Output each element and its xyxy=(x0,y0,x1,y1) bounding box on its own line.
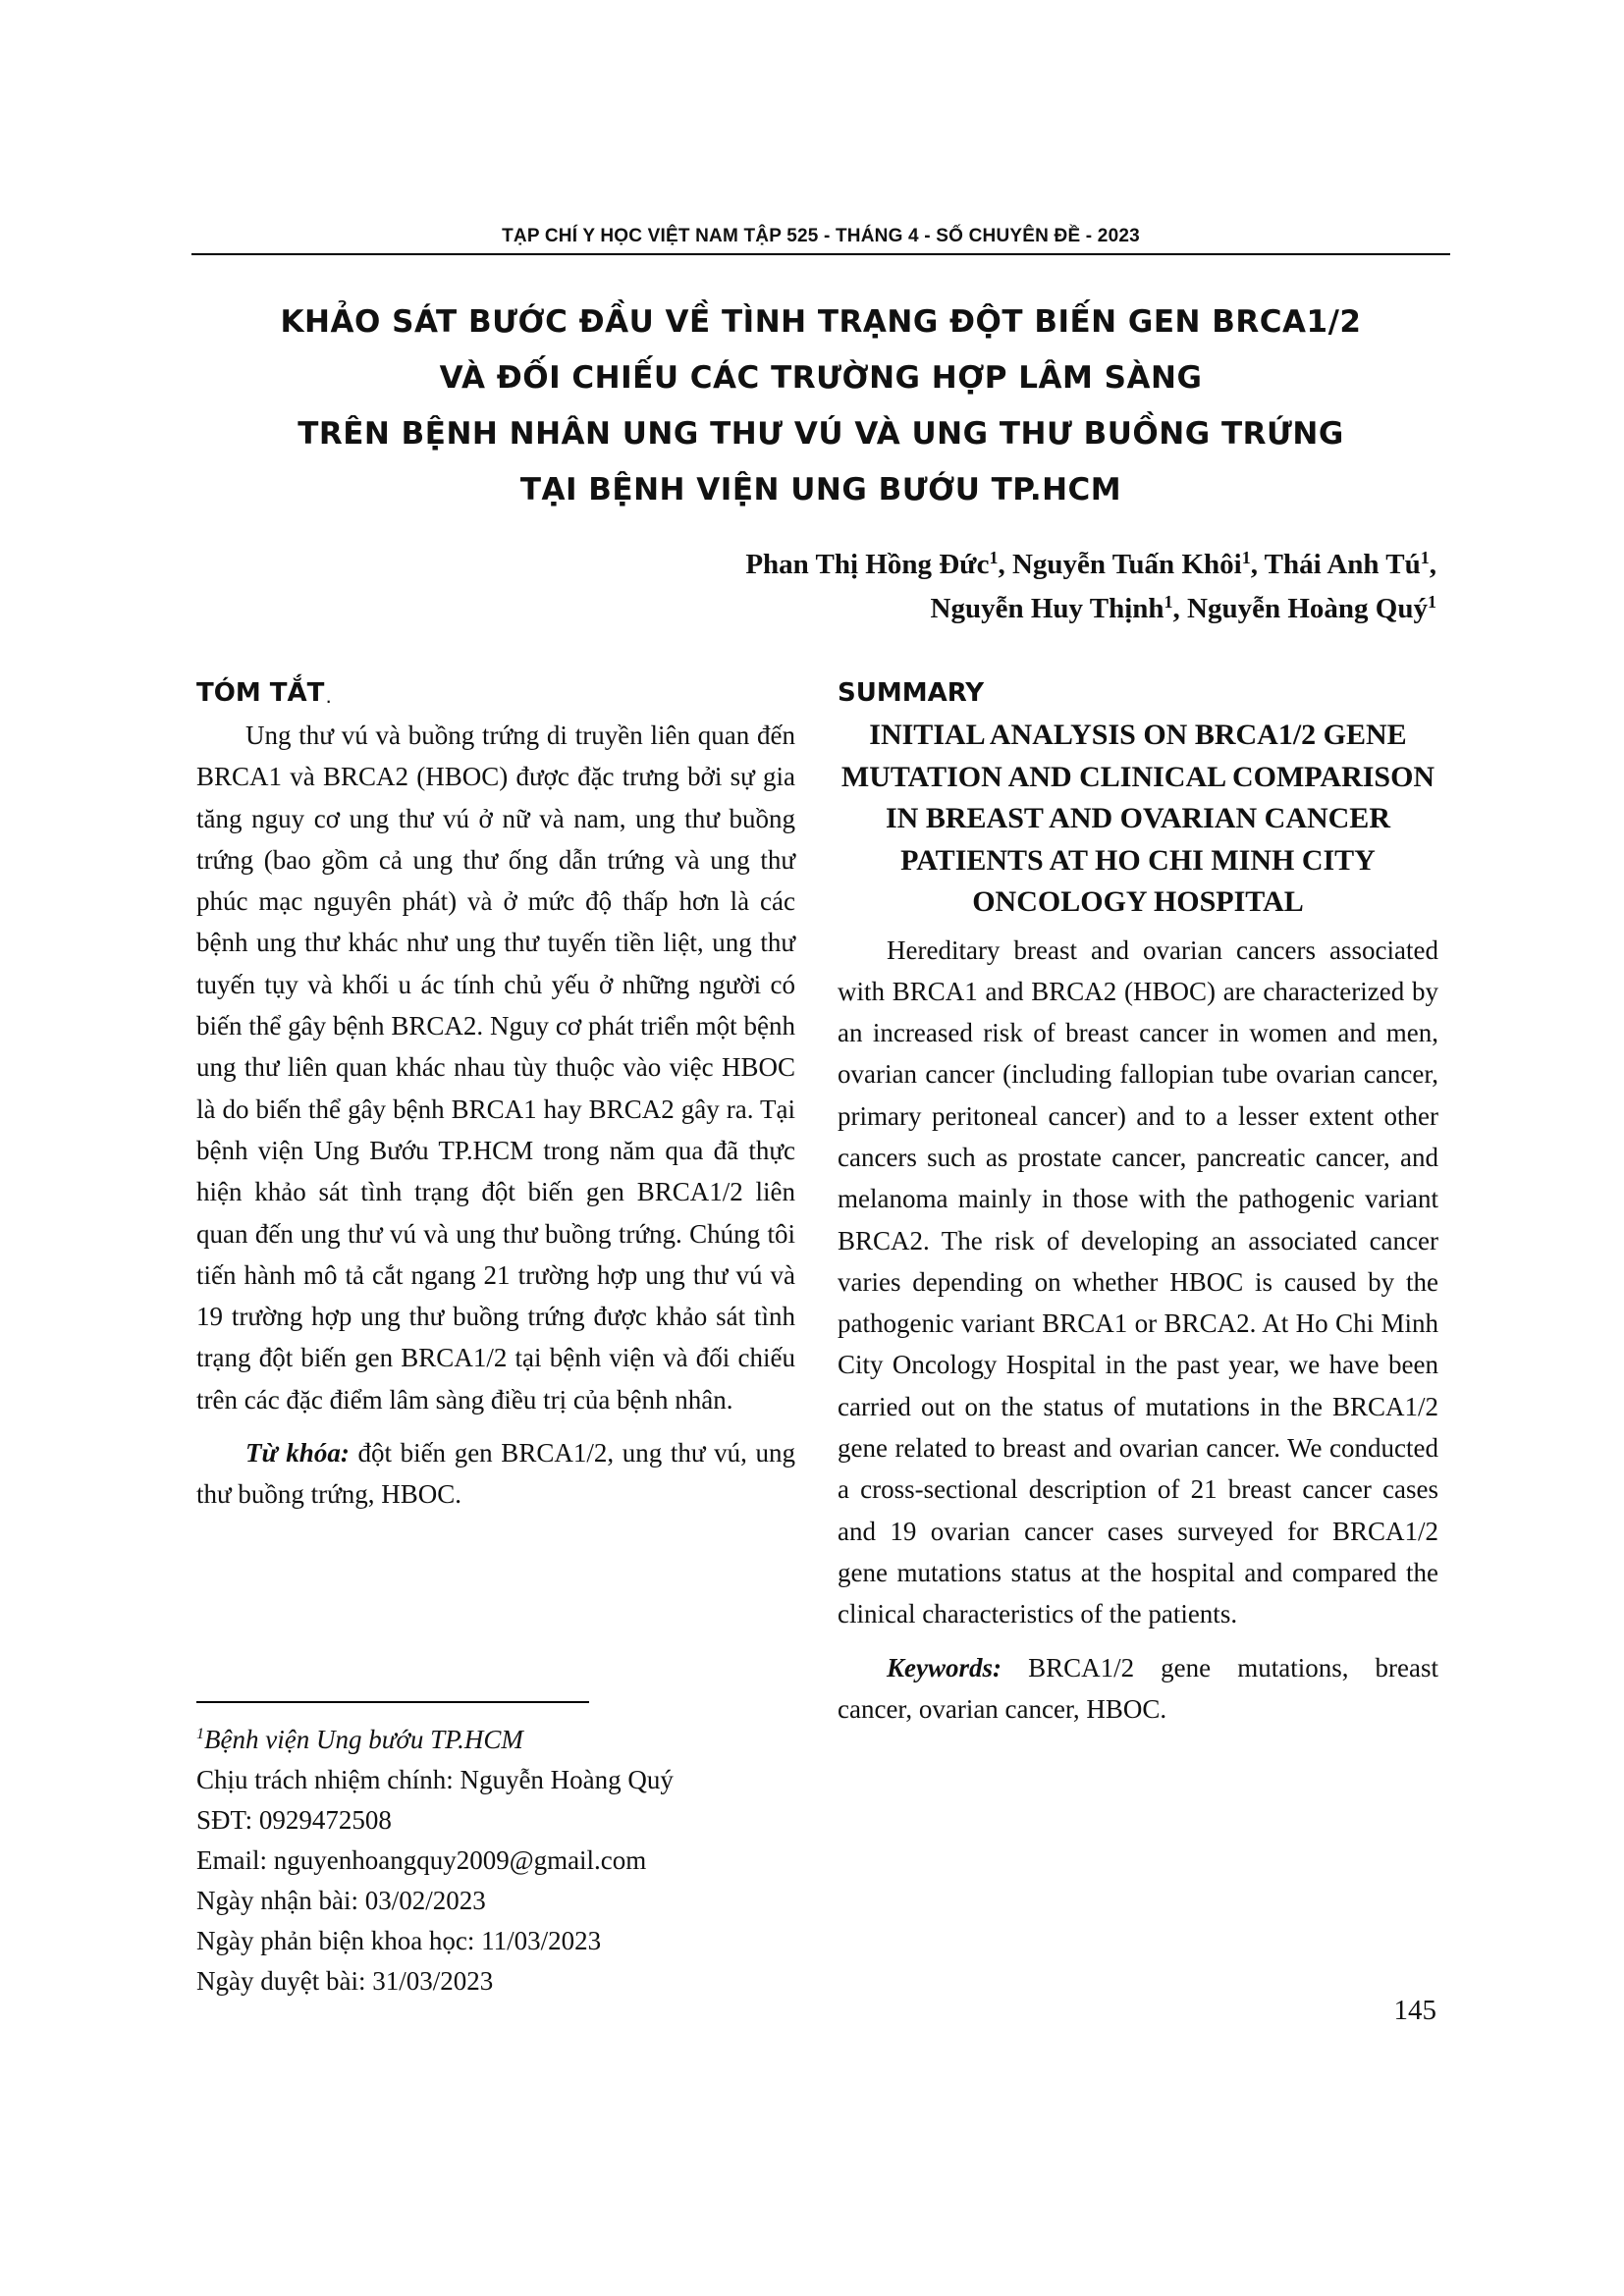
affiliation-mark: 1 xyxy=(1420,548,1430,567)
abstract-vietnamese xyxy=(196,672,795,1516)
footnotes xyxy=(196,1720,805,2002)
section-heading: SUMMARY xyxy=(838,678,985,708)
responsible-author: Chịu trách nhiệm chính: Nguyễn Hoàng Quý xyxy=(196,1765,674,1794)
title-line: KHẢO SÁT BƯỚC ĐẦU VỀ TÌNH TRẠNG ĐỘT BIẾN GEN BRCA1/2 xyxy=(280,304,1362,340)
section-heading-text: TÓM TẮT xyxy=(196,678,325,708)
approval-date: Ngày duyệt bài: 31/03/2023 xyxy=(196,1966,494,1996)
title-line: VÀ ĐỐI CHIẾU CÁC TRƯỜNG HỢP LÂM SÀNG xyxy=(439,360,1203,396)
affiliation-note xyxy=(196,1720,805,1760)
affiliation-mark: 1 xyxy=(989,548,999,567)
footnote-divider xyxy=(196,1701,589,1703)
journal-running-header: TẠP CHÍ Y HỌC VIỆT NAM TẬP 525 - THÁNG 4 - SỐ CHUYÊN ĐỀ - 2023 xyxy=(502,226,1140,246)
author-list xyxy=(745,543,1436,631)
received-date: Ngày nhận bài: 03/02/2023 xyxy=(196,1886,486,1915)
affiliation-mark: 1 xyxy=(196,1726,204,1742)
heading-dot: . xyxy=(326,692,331,706)
author-name: Nguyễn Hoàng Quý xyxy=(1187,593,1428,624)
keywords-label: Từ khóa: xyxy=(245,1438,350,1468)
article-title xyxy=(191,294,1450,518)
keywords-label: Keywords: xyxy=(887,1652,1001,1682)
author-line: Nguyễn Huy Thịnh$^1$, Nguyễn Hoàng Quý$^1$ xyxy=(930,592,1436,624)
keywords xyxy=(196,1432,795,1516)
keywords-text: BRCA1/2 gene mutations, breast cancer, ovarian cancer, HBOC. xyxy=(838,1652,1438,1724)
keywords xyxy=(838,1647,1438,1731)
title-line: TRÊN BỆNH NHÂN UNG THƯ VÚ VÀ UNG THƯ BUỒNG TRỨNG xyxy=(298,416,1344,452)
section-heading xyxy=(196,672,795,714)
affiliation-text: Bệnh viện Ung bướu TP.HCM xyxy=(204,1725,523,1754)
affiliation-mark: 1 xyxy=(1428,592,1436,612)
affiliation-mark: 1 xyxy=(1164,592,1173,612)
author-name: Phan Thị Hồng Đức xyxy=(745,549,990,580)
abstract-english xyxy=(838,672,1438,1730)
affiliation-mark: 1 xyxy=(1241,548,1251,567)
page-number: 145 xyxy=(1393,1995,1436,2026)
phone-number: SĐT: 0929472508 xyxy=(196,1805,392,1835)
header-divider xyxy=(191,253,1450,255)
email-address: Email: nguyenhoangquy2009@gmail.com xyxy=(196,1845,647,1875)
title-line: TẠI BỆNH VIỆN UNG BƯỚU TP.HCM xyxy=(519,472,1122,507)
review-date: Ngày phản biện khoa học: 11/03/2023 xyxy=(196,1926,602,1955)
abstract-body: Hereditary breast and ovarian cancers associated with BRCA1 and BRCA2 (HBOC) are characterized by an increased risk of breast cancer in women and men, ovarian cancer (including fallopian tube ovarian cancer, primary peritoneal cancer) and to a lesser extent other cancers such as prostate cancer, pancreatic cancer, and melanoma mainly in those with the pathogenic variant BRCA2. The risk of developing an associated cancer varies depending on whether HBOC is caused by the pathogenic variant BRCA1 or BRCA2. At Ho Chi Minh City Oncology Hospital in the past year, we have been carried out on the status of mutations in the BRCA1/2 gene related to breast and ovarian cancer. We conducted a cross-sectional description of 21 breast cancer cases and 19 ovarian cancer cases surveyed for BRCA1/2 gene mutations status at the hospital and compared the clinical characteristics of the patients. xyxy=(838,934,1438,1629)
author-name: Nguyễn Tuấn Khôi xyxy=(1011,549,1242,580)
english-title: INITIAL ANALYSIS ON BRCA1/2 GENE MUTATION AND CLINICAL COMPARISON IN BREAST AND OVARIAN CANCER PATIENTS AT HO CHI MINH CITY ONCOLOGY HOSPITAL xyxy=(840,719,1435,918)
author-line: Phan Thị Hồng Đức$^1$, Nguyễn Tuấn Khôi$^1$, Thái Anh $Tú^1$, xyxy=(745,548,1436,580)
author-name: Nguyễn Huy Thịnh xyxy=(930,593,1164,624)
author-name: Thái Anh Tú xyxy=(1264,549,1421,580)
abstract-body: Ung thư vú và buồng trứng di truyền liên quan đến BRCA1 và BRCA2 (HBOC) được đặc trưng bởi sự gia tăng nguy cơ ung thư vú ở nữ và nam, ung thư buồng trứng (bao gồm cả ung thư ống dẫn trứng và ung thư phúc mạc nguyên phát) và ở mức độ thấp hơn là các bệnh ung thư khác như ung thư tuyến tiền liệt, ung thư tuyến tụy và khối u ác tính chủ yếu ở những người có biến thể gây bệnh BRCA2. Nguy cơ phát triển một bệnh ung thư liên quan khác nhau tùy thuộc vào việc HBOC là do biến thể gây bệnh BRCA1 hay BRCA2 gây ra. Tại bệnh viện Ung Bướu TP.HCM trong năm qua đã thực hiện khảo sát tình trạng đột biến gen BRCA1/2 liên quan đến ung thư vú và ung thư buồng trứng. Chúng tôi tiến hành mô tả cắt ngang 21 trường hợp ung thư vú và 19 trường hợp ung thư buồng trứng được khảo sát tình trạng đột biến gen BRCA1/2 tại bệnh viện và đối chiếu trên các đặc điểm lâm sàng điều trị của bệnh nhân. xyxy=(196,721,795,1415)
keywords-text: đột biến gen BRCA1/2, ung thư vú, ung thư buồng trứng, HBOC. xyxy=(196,1438,795,1510)
